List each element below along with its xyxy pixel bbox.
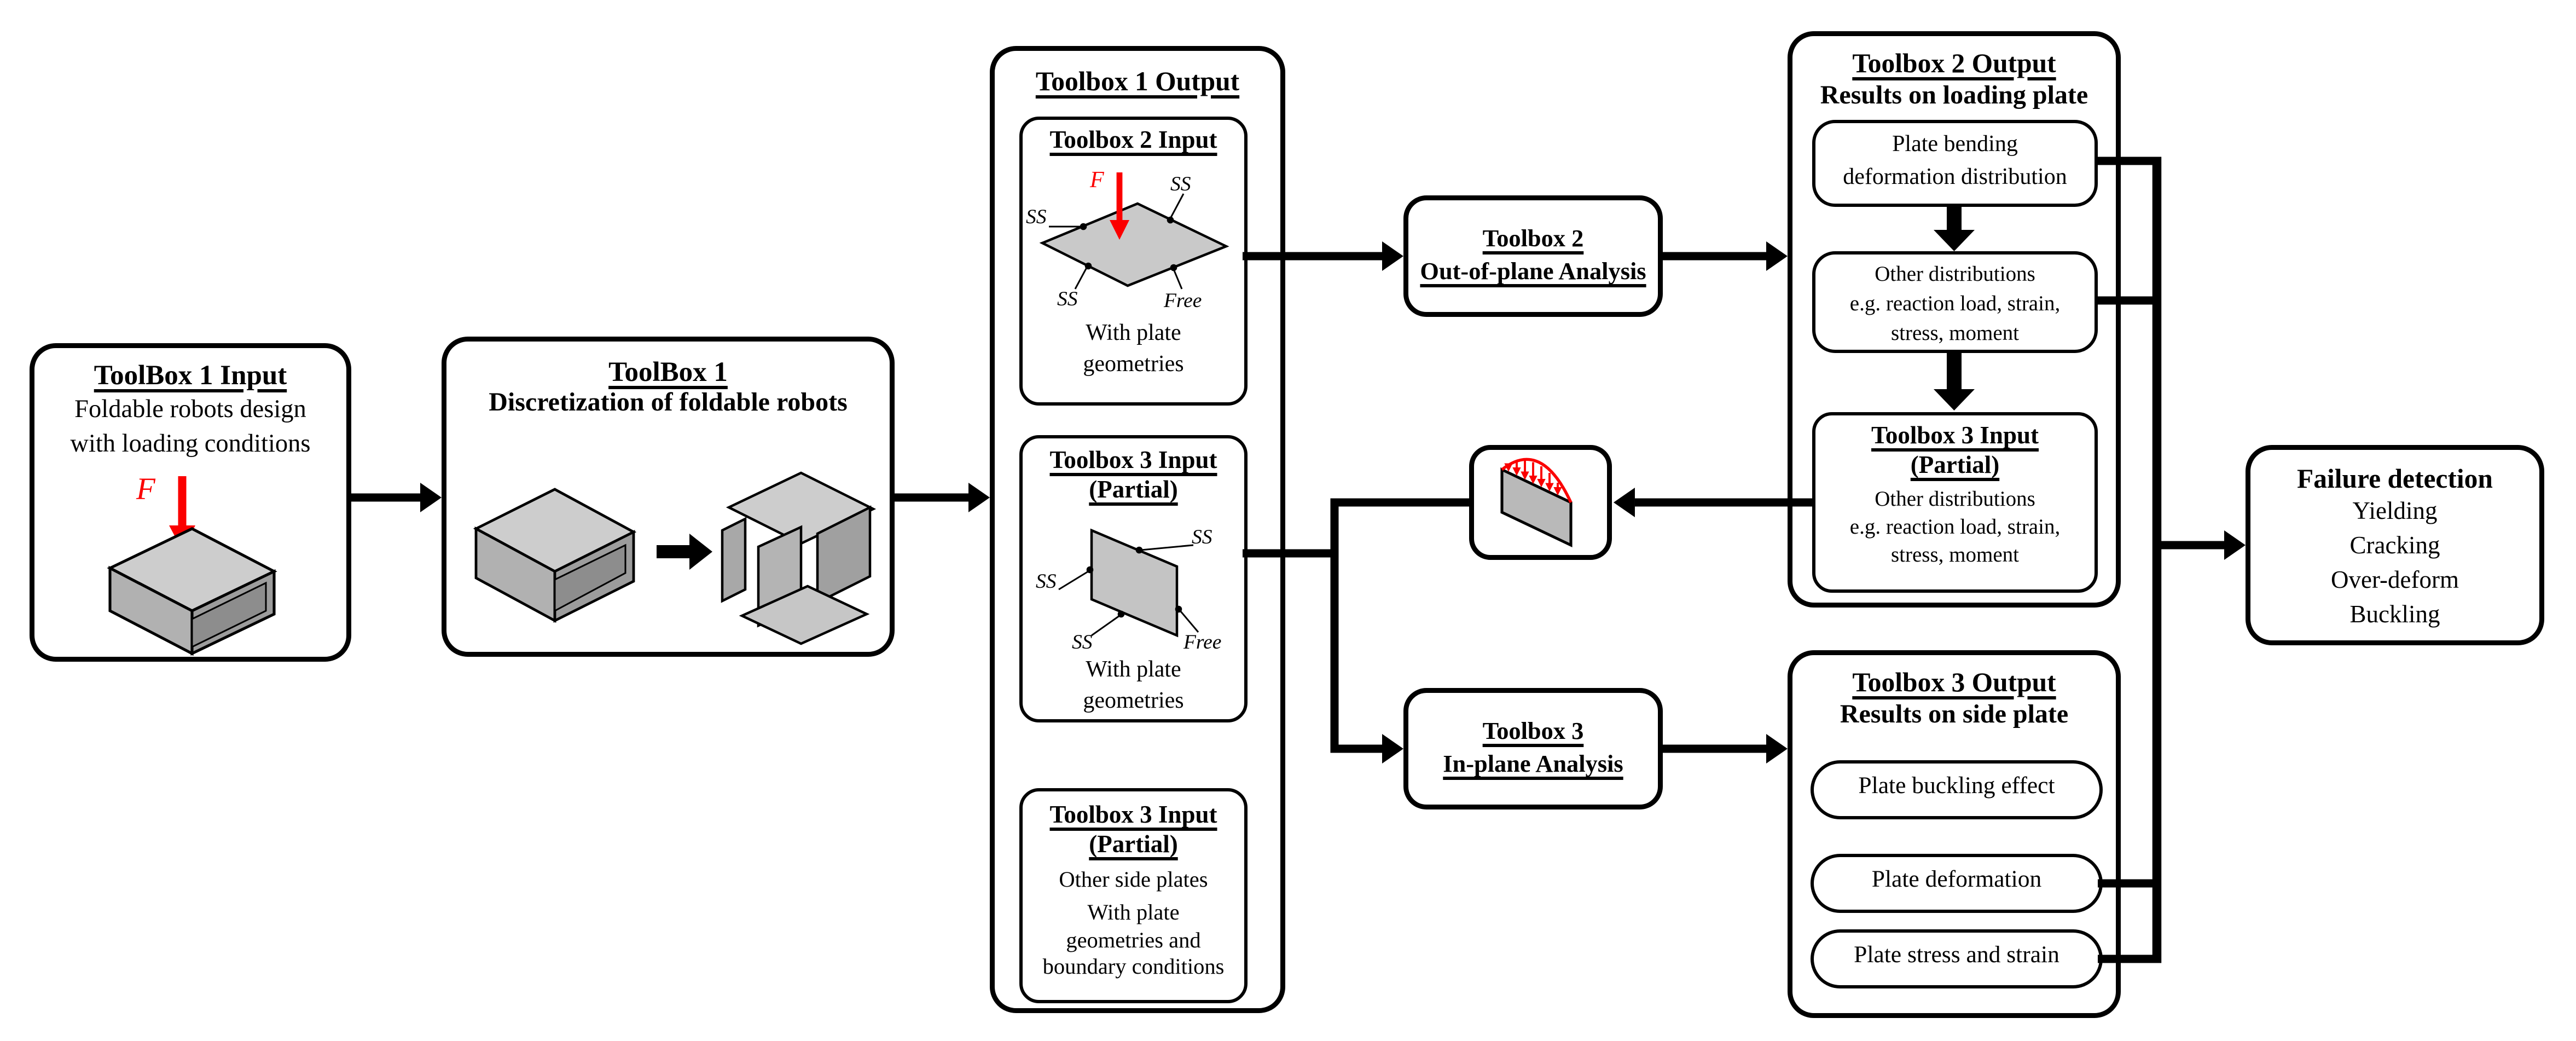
discretization-icon (463, 460, 883, 650)
failure-detection-title: Failure detection (2297, 463, 2493, 494)
plate-shape (1042, 204, 1226, 286)
arrowhead-into-failure (2224, 530, 2246, 560)
failure-detection-items (2250, 496, 2539, 634)
toolbox3-input-partial-title: Toolbox 3 Input (Partial) (1871, 424, 2039, 479)
toolbox2-analysis-box (1403, 195, 1663, 317)
toolbox3-input-partial-box (1812, 412, 2098, 593)
toolbox3-input-mid-box (1019, 435, 1248, 722)
failure-detection-box (2246, 445, 2544, 645)
toolbox3-input-mid-title: Toolbox 3 Input (Partial) (1049, 448, 1217, 504)
toolbox3-input-bot-body: Other side plates (1059, 867, 1208, 892)
toolbox3-output-box (1788, 650, 2121, 1018)
loading-plate-icon (1026, 164, 1243, 312)
arrowhead-into-tb1 (420, 483, 442, 512)
toolbox3-input-bot-title: Toolbox 3 Input (Partial) (1049, 803, 1217, 859)
toolbox3-output-subtitle: Results on side plate (1840, 701, 2069, 729)
edge-label-bottom: SS (1072, 631, 1093, 652)
loaded-open-box-icon (87, 470, 300, 657)
pill-plate-deformation: Plate deformation (1811, 854, 2103, 913)
toolbox1-output-box (990, 46, 1285, 1013)
toolbox3-input-mid-caption: With plate geometries (1083, 658, 1184, 714)
toolbox3-input-bot-caption: With plate geometries and boundary conditions (1042, 900, 1225, 979)
toolbox1-input-box (30, 343, 351, 662)
arrowhead-into-tb1output (968, 483, 990, 512)
toolbox1-output-title: Toolbox 1 Output (1035, 66, 1240, 97)
plate-shape (1092, 530, 1177, 635)
toolbox3-analysis-box (1403, 688, 1663, 809)
pill-plate-buckling: Plate buckling effect (1811, 760, 2103, 819)
edge-label-top: SS (1192, 526, 1212, 548)
toolbox3-output-title: Toolbox 3 Output (1852, 667, 2056, 698)
toolbox2-input-title: Toolbox 2 Input (1049, 128, 1217, 154)
side-plate-icon (1032, 511, 1239, 652)
toolbox3-input-bot-box (1019, 788, 1248, 1003)
edge-label-bottom: SS (1057, 288, 1078, 310)
toolbox1-subtitle: Discretization of foldable robots (489, 389, 848, 417)
exploded-plates-shape (722, 473, 873, 644)
pill-plate-stress-strain: Plate stress and strain (1811, 929, 2103, 988)
failure-item: Cracking (2349, 534, 2440, 560)
force-label: F (1090, 167, 1104, 193)
toolbox2-input-box (1019, 117, 1248, 406)
arrowhead-into-inplane (1382, 734, 1403, 764)
toolbox3-input-partial-body: Other distributions e.g. reaction load, strain, stress, moment (1849, 486, 2061, 566)
failure-item: Over-deform (2331, 568, 2459, 594)
toolbox1-box (442, 337, 895, 657)
edge-label-free: Free (1164, 290, 1202, 312)
toolbox2-output-box (1788, 31, 2121, 608)
edge-label-left: SS (1026, 206, 1047, 228)
arrowhead-into-outofplane (1382, 241, 1403, 271)
failure-item: Buckling (2349, 603, 2440, 629)
pill-other-distributions: Other distributions e.g. reaction load, strain, stress, moment (1812, 251, 2098, 353)
arrowhead-into-tb2output (1766, 241, 1788, 271)
distributed-load-icon (1476, 450, 1607, 553)
arrowhead-into-tb3output (1766, 734, 1788, 764)
explode-arrow-icon (657, 534, 712, 570)
open-box-shape (110, 529, 274, 653)
force-label: F (136, 472, 155, 506)
toolbox3-analysis-title: Toolbox 3 In-plane Analysis (1443, 719, 1623, 778)
toolbox1-input-title: ToolBox 1 Input (94, 360, 287, 391)
edge-label-left: SS (1036, 570, 1057, 593)
toolbox2-output-title: Toolbox 2 Output (1852, 48, 2056, 79)
edge-label-free: Free (1183, 631, 1222, 652)
edge-label-top: SS (1170, 173, 1191, 195)
toolbox2-analysis-title: Toolbox 2 Out-of-plane Analysis (1420, 227, 1646, 286)
toolbox1-input-text: Foldable robots design with loading conditions (70, 396, 311, 458)
closed-box-shape (476, 489, 634, 621)
arrowhead-into-loadicon (1614, 488, 1635, 517)
toolbox2-input-caption: With plate geometries (1083, 322, 1184, 378)
toolbox2-output-subtitle: Results on loading plate (1820, 82, 2088, 110)
pill-plate-bending: Plate bending deformation distribution (1812, 120, 2098, 207)
failure-item: Yielding (2352, 499, 2438, 525)
toolbox1-title: ToolBox 1 (608, 356, 728, 388)
distributed-load-box (1469, 445, 1612, 560)
